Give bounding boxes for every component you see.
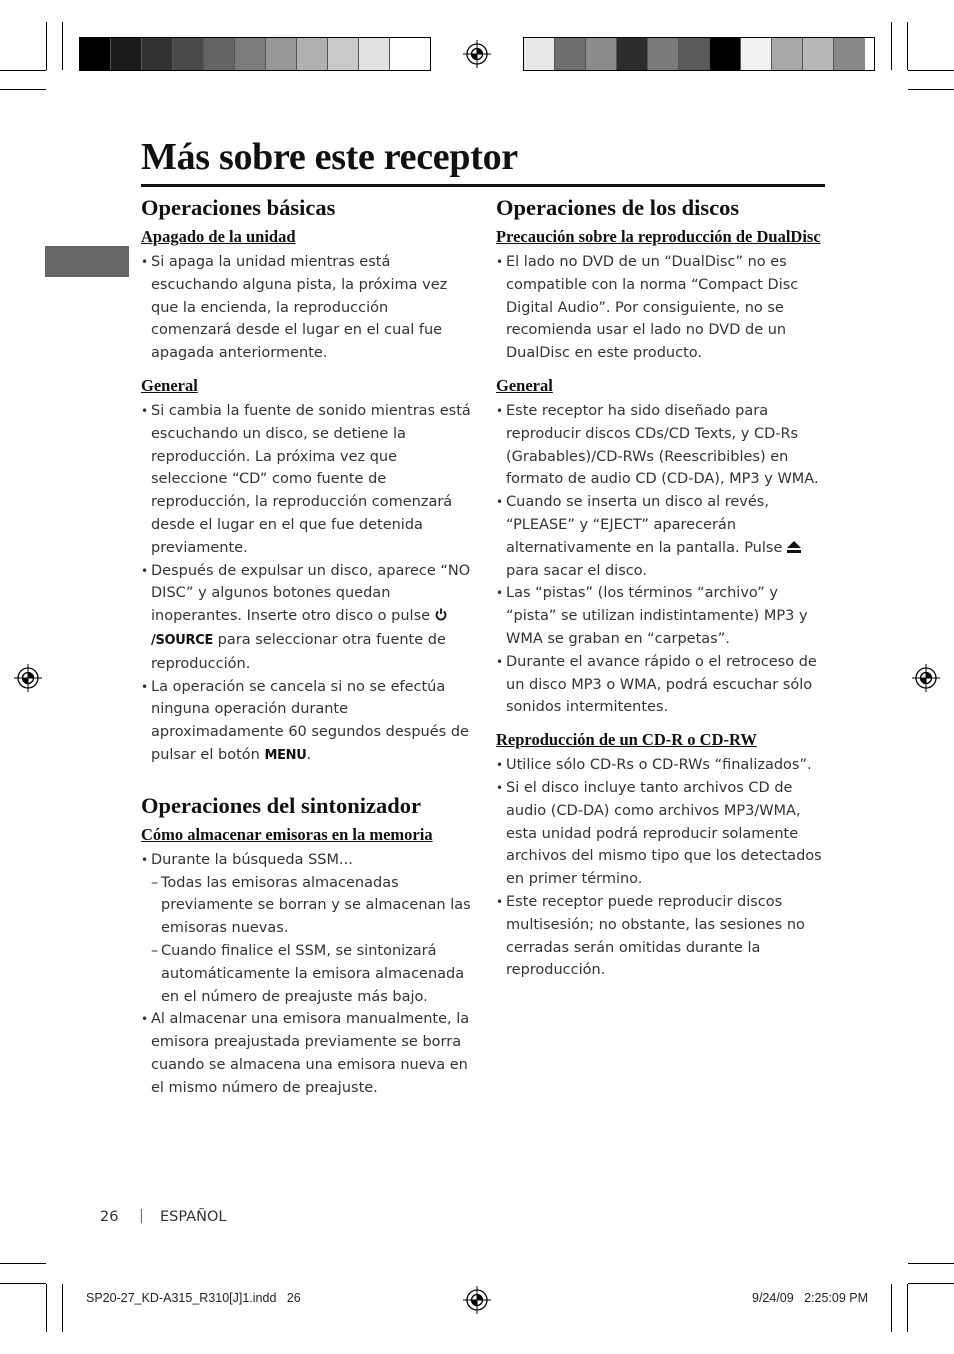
color-swatch [524, 38, 555, 70]
list-item: • Utilice sólo CD-Rs o CD-RWs “finalizados”. [496, 754, 826, 777]
crop-mark [0, 1263, 46, 1264]
crop-mark [908, 1283, 954, 1284]
crop-mark [908, 1263, 954, 1264]
subsection-heading: Precaución sobre la reproducción de DualDisc [496, 227, 821, 246]
list-item: • La operación se cancela si no se efectúa ninguna operación durante aproximadamente 60 segundos después de pulsar el botón MENU. [141, 676, 471, 768]
color-swatch [204, 38, 235, 70]
color-swatch [679, 38, 710, 70]
color-swatch [328, 38, 359, 70]
color-swatch [111, 38, 142, 70]
crop-mark [907, 22, 908, 70]
color-swatch [741, 38, 772, 70]
list-item: • El lado no DVD de un “DualDisc” no es compatible con la norma “Compact Disc Digital Audio”. Por consiguiente, no se recomienda usar el lado no DVD de un DualDisc en este producto. [496, 251, 826, 365]
crop-mark [891, 22, 892, 70]
crop-mark [908, 70, 954, 71]
color-swatch [803, 38, 834, 70]
color-swatch [173, 38, 204, 70]
bullet-list [141, 849, 471, 1100]
print-slug-datetime: 9/24/09 2:25:09 PM [752, 1291, 869, 1305]
power-icon [435, 608, 447, 621]
subsection-heading: General [496, 375, 553, 395]
subsection-heading: Reproducción de un CD-R o CD-RW [496, 730, 757, 750]
subsection-heading: Cómo almacenar emisoras en la memoria [141, 824, 433, 844]
source-key-label: /SOURCE [151, 609, 447, 648]
color-swatch [359, 38, 390, 70]
crop-mark [62, 1284, 63, 1332]
menu-key-label: MENU [264, 747, 307, 763]
color-swatch [142, 38, 173, 70]
crop-mark [907, 1284, 908, 1332]
color-swatch [617, 38, 648, 70]
list-item: – Cuando finalice el SSM, se sintonizará automáticamente la emisora almacenada en el número de preajuste más bajo. [141, 940, 471, 1008]
color-swatch [235, 38, 266, 70]
list-item: • Cuando se inserta un disco al revés, “PLEASE” y “EJECT” aparecerán alternativamente en la pantalla. Pulse para sacar el disco. [496, 491, 826, 582]
crop-mark [0, 1283, 46, 1284]
list-item: • Las “pistas” (los términos “archivo” y “pista” se utilizan indistintamente) MP3 y WMA se graban en “carpetas”. [496, 582, 826, 650]
section-heading: Operaciones del sintonizador [141, 792, 421, 818]
right-column [496, 194, 826, 982]
registration-mark-icon [463, 40, 491, 68]
page-title: Más sobre este receptor [141, 136, 518, 178]
bullet-list [496, 251, 826, 365]
color-swatch [80, 38, 111, 70]
list-item: • Durante el avance rápido o el retroceso de un disco MP3 o WMA, podrá escuchar sólo sonidos intermitentes. [496, 651, 826, 719]
list-item: • Después de expulsar un disco, aparece “NO DISC” y algunos botones quedan inoperantes. Inserte otro disco o pulse /SOURCE para seleccionar otra fuente de reproducción. [141, 560, 471, 676]
list-item: • Este receptor puede reproducir discos multisesión; no obstante, las sesiones no cerradas serán omitidas durante la reproducción. [496, 891, 826, 982]
color-swatch [555, 38, 586, 70]
registration-mark-icon [463, 1286, 491, 1314]
registration-mark-icon [14, 664, 42, 692]
bullet-list [496, 754, 826, 982]
list-item: • Este receptor ha sido diseñado para reproducir discos CDs/CD Texts, y CD-Rs (Grabables)/CD-RWs (Reescribibles) en formato de audio CD (CD-DA), MP3 y WMA. [496, 400, 826, 491]
bullet-list [496, 400, 826, 719]
color-swatch [297, 38, 328, 70]
section-heading: Operaciones de los discos [496, 195, 740, 220]
crop-mark [0, 89, 46, 90]
color-swatch [834, 38, 865, 70]
crop-mark [46, 1284, 47, 1332]
color-swatch [390, 38, 421, 70]
color-swatch [648, 38, 679, 70]
list-item: • Si cambia la fuente de sonido mientras está escuchando un disco, se detiene la reproducción. La próxima vez que seleccione “CD” como fuente de reproducción, la reproducción comenzará desde el lugar en el que fue detenida previamente. [141, 400, 471, 560]
color-swatch [710, 38, 741, 70]
color-swatch-bar-right [523, 37, 875, 71]
crop-mark [62, 22, 63, 70]
left-column [141, 194, 471, 1100]
list-item: • Durante la búsqueda SSM... [141, 849, 471, 872]
list-item: • Si el disco incluye tanto archivos CD de audio (CD-DA) como archivos MP3/WMA, esta unidad podrá reproducir solamente archivos del mismo tipo que los detectados en primer término. [496, 777, 826, 891]
section-tab [45, 246, 129, 277]
subsection-heading: Apagado de la unidad [141, 227, 296, 246]
page-number: 26 [100, 1209, 119, 1225]
color-swatch [266, 38, 297, 70]
registration-mark-icon [912, 664, 940, 692]
bullet-list [141, 400, 471, 768]
color-swatch-bar-left [79, 37, 431, 71]
footer-language: ESPAÑOL [160, 1209, 227, 1225]
list-item: • Si apaga la unidad mientras está escuchando alguna pista, la próxima vez que la encienda, la reproducción comenzará desde el lugar en el cual fue apagada anteriormente. [141, 251, 471, 365]
list-item: – Todas las emisoras almacenadas previamente se borran y se almacenan las emisoras nuevas. [141, 872, 471, 940]
crop-mark [46, 22, 47, 70]
color-swatch [586, 38, 617, 70]
subsection-heading: General [141, 375, 198, 395]
list-item: • Al almacenar una emisora manualmente, la emisora preajustada previamente se borra cuando se almacena una emisora nueva en el mismo número de preajuste. [141, 1008, 471, 1099]
title-rule [141, 184, 825, 187]
crop-mark [0, 70, 46, 71]
print-slug-file: SP20-27_KD-A315_R310[J]1.indd 26 [86, 1291, 301, 1305]
crop-mark [891, 1284, 892, 1332]
crop-mark [908, 89, 954, 90]
bullet-list [141, 251, 471, 365]
section-heading: Operaciones básicas [141, 195, 336, 220]
eject-icon [787, 541, 801, 553]
color-swatch [772, 38, 803, 70]
footer-separator: | [139, 1208, 144, 1224]
